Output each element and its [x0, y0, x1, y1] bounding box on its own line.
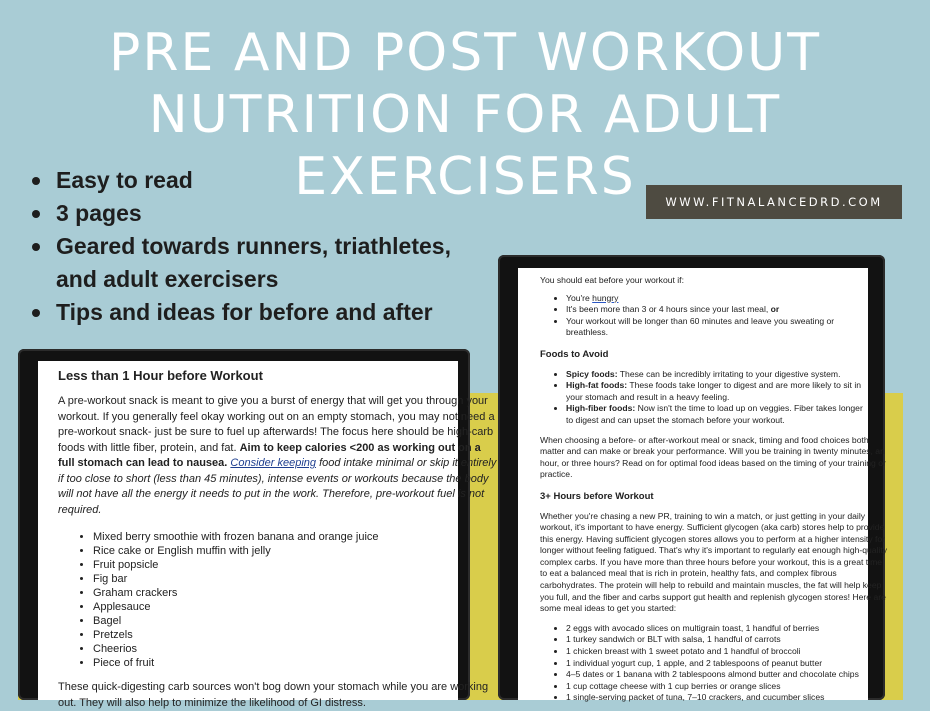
left-page-paragraph — [58, 394, 498, 518]
reason-text: It's been more than 3 or 4 hours since your last meal, — [566, 304, 771, 315]
hours-heading: 3+ Hours before Workout — [540, 490, 654, 502]
feature-item: Tips and ideas for before and after — [30, 296, 496, 329]
list-item: • Piece of fruit — [93, 656, 458, 670]
avoid-text: Now isn't the time to load up on veggies. Fiber takes longer to digest and can upset the stomach before your workout. — [566, 403, 863, 425]
avoid-label: High-fiber foods: — [566, 403, 636, 414]
list-item: • Graham crackers — [93, 586, 458, 600]
avoid-text: These can be incredibly irritating to your digestive system. — [617, 368, 841, 379]
right-page-preview — [518, 268, 888, 703]
feature-item: 3 pages — [30, 197, 496, 230]
left-para-link: Consider keeping — [230, 457, 317, 469]
list-item — [566, 293, 868, 305]
list-item: • 1 cup cottage cheese with 1 cup berries or orange slices — [566, 681, 868, 693]
list-item: • Rice cake or English muffin with jelly — [93, 544, 458, 558]
meal-list — [540, 623, 868, 704]
avoid-label: High-fat foods: — [566, 380, 628, 391]
reason-bold: or — [770, 304, 780, 315]
snack-list — [58, 530, 458, 670]
reason-list — [540, 293, 868, 339]
list-item: • 1 turkey sandwich or BLT with salsa, 1 handful of carrots — [566, 634, 868, 646]
list-item: • 2 eggs with avocado slices on multigrain toast, 1 handful of berries — [566, 623, 868, 635]
list-item: • 4–5 dates or 1 banana with 2 tablespoons almond butter and chocolate chips — [566, 669, 868, 681]
left-para-text: A pre-workout snack is meant to give you a burst of energy that will get you through your workout. If you generally feel okay working out on an empty stomach, you may not need a pre-workout snack- just be sure to fuel up afterwards! The focus here should be high-carb foods with little fiber, protein, and fat. — [58, 395, 495, 454]
reason-underlined: hungry — [592, 292, 619, 303]
left-page-closing: These quick-digesting carb sources won't bog down your stomach while you are working out. They will also help to minimize the likelihood of GI distress. — [58, 681, 489, 709]
hours-paragraph: Whether you're chasing a new PR, training to win a match, or just getting in your daily workout, it's important to have energy. Sufficient glycogen (aka carb) stores help to provide this energy. Having sufficient glycogen stores allows you to perform at a higher intensity for longer without feeling fatigued. That's why it's important to regularly eat enough high-quality complex carbs. If you have more than three hours before your workout, this is a great time to eat a balanced meal that is rich in protein, healthy fats, and complex fibrous carbohydrates. The protein will help to rebuild and maintain muscles, the fat will help keep you full, and the fiber and carbs support gut health and replenish glycogen stores! Here are some meal ideas to get you started: — [540, 510, 888, 614]
feature-list — [30, 164, 496, 329]
left-para-italic: food intake minimal or skip it entirely if too close to short (less than 45 minutes), intense events or workouts because the body will not have all the energy it needs to put in the work. Therefore, pre-workout fuel is not required. — [58, 457, 497, 516]
list-item: • Bagel — [93, 614, 458, 628]
list-item: • Cheerios — [93, 642, 458, 656]
right-page-intro: You should eat before your workout if: — [540, 275, 684, 285]
feature-item: Easy to read — [30, 164, 496, 197]
list-item — [566, 369, 868, 381]
avoid-list — [540, 369, 868, 427]
list-item: • Mixed berry smoothie with frozen banana and orange juice — [93, 530, 458, 544]
avoid-text: These foods take longer to digest and are more likely to sit in your stomach and result in a heavy feeling. — [566, 380, 862, 402]
title-line-2: NUTRITION FOR ADULT EXERCISERS — [148, 85, 782, 207]
left-para-bold: Aim to keep calories <200 as working out on a full stomach can lead to nausea. — [58, 441, 481, 469]
list-item: • 1 individual yogurt cup, 1 apple, and 2 tablespoons of peanut butter — [566, 658, 868, 670]
list-item: • Pretzels — [93, 628, 458, 642]
left-page-heading: Less than 1 Hour before Workout — [58, 368, 263, 383]
left-page-preview — [38, 361, 497, 709]
list-item: • Applesauce — [93, 600, 458, 614]
reason-text: Your workout will be longer than 60 minutes and leave you sweating or breathless. — [566, 315, 835, 338]
list-item: • 1 chicken breast with 1 sweet potato and 1 handful of broccoli — [566, 646, 868, 658]
right-tablet-mockup — [498, 255, 888, 703]
list-item: • Fig bar — [93, 572, 458, 586]
avoid-label: Spicy foods: — [566, 368, 618, 379]
list-item — [566, 316, 868, 339]
feature-item: Geared towards runners, triathletes, and adult exercisers — [30, 230, 496, 296]
list-item — [566, 304, 868, 316]
reason-text: You're — [566, 292, 593, 303]
avoid-heading: Foods to Avoid — [540, 348, 609, 360]
website-badge[interactable]: WWW.FITNALANCEDRD.COM — [646, 185, 902, 219]
left-tablet-mockup — [18, 349, 497, 709]
timing-paragraph: When choosing a before- or after-workout meal or snack, timing and food choices both matter and can make or break your performance. Will you be training in twenty minutes, an hour, or three hours? Read on for optimal food ideas based on the timing of your training or practice. — [540, 434, 886, 480]
list-item: • 1 single-serving packet of tuna, 7–10 crackers, and cucumber slices — [566, 692, 868, 704]
list-item — [566, 380, 868, 403]
list-item — [566, 403, 868, 426]
list-item: • Fruit popsicle — [93, 558, 458, 572]
title-line-1: PRE AND POST WORKOUT — [109, 23, 821, 83]
